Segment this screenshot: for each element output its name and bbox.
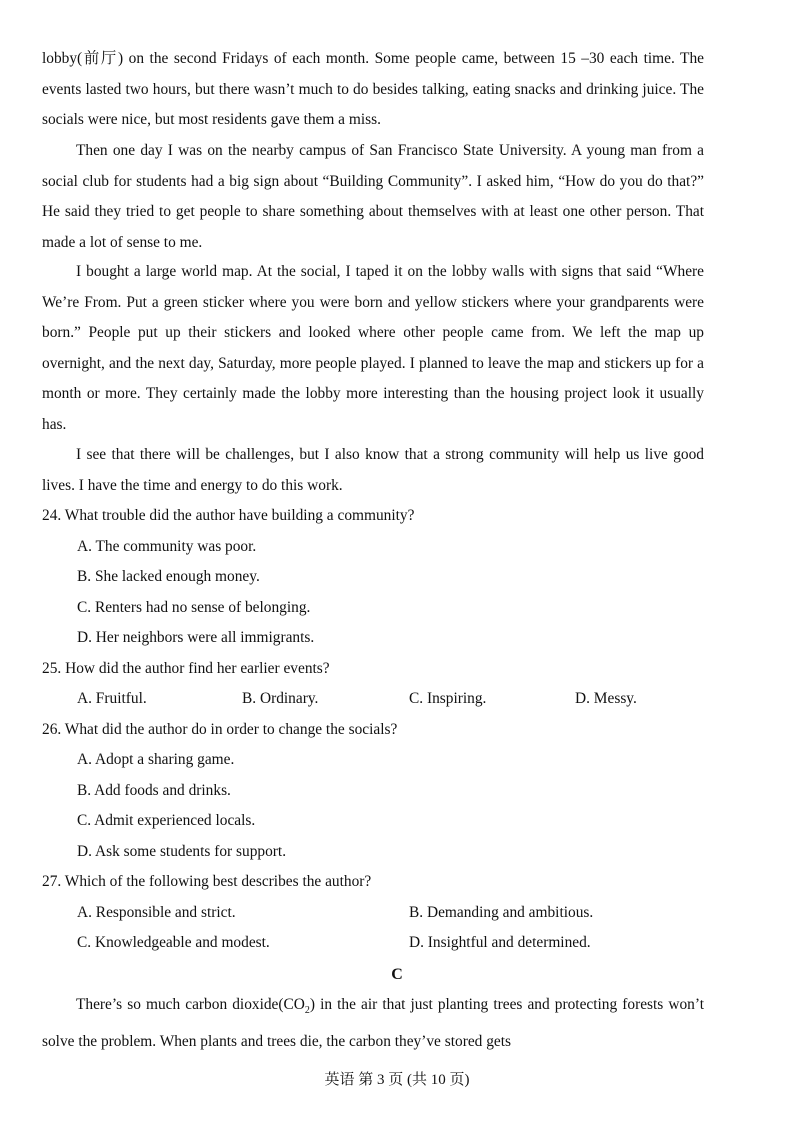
- question-24-option-b: B. She lacked enough money.: [77, 568, 260, 585]
- question-26-option-a: A. Adopt a sharing game.: [77, 751, 235, 768]
- page-footer: 英语 第 3 页 (共 10 页): [324, 1072, 470, 1088]
- question-26-stem: 26. What did the author do in order to change the socials?: [42, 721, 398, 738]
- passage-c-text-rest: ) in the air that just planting trees and protecting forests won’t solve the problem. When plants and trees die, the carbon they’ve stored gets: [42, 996, 704, 1050]
- question-27-option-b: B. Demanding and ambitious.: [409, 904, 594, 921]
- passage-b-paragraph-1: lobby(前厅) on the second Fridays of each month. Some people came, between 15 –30 each time. The events lasted two hours, but there wasn’t much to do besides talking, eating snacks and drinking juice. The socials were nice, but most residents gave them a miss.: [42, 50, 704, 128]
- question-27-option-d: D. Insightful and determined.: [409, 934, 591, 951]
- question-24-option-d: D. Her neighbors were all immigrants.: [77, 629, 315, 646]
- question-24-option-a: A. The community was poor.: [77, 538, 257, 555]
- question-26-option-d: D. Ask some students for support.: [77, 843, 287, 860]
- question-27-stem: 27. Which of the following best describes the author?: [42, 873, 372, 890]
- question-26-option-b: B. Add foods and drinks.: [77, 782, 231, 799]
- co2-subscript: 2: [304, 1005, 310, 1017]
- passage-b-paragraph-3: I bought a large world map. At the social, I taped it on the lobby walls with signs that said “Where We’re From. Put a green sticker where you were born and yellow stickers where your grandparents were born.” People put up their stickers and looked where other people came from. We left the map up overnight, and the next day, Saturday, more people played. I planned to leave the map and stickers up for a month or more. They certainly made the lobby more interesting than the housing project look it usually has.: [42, 263, 704, 433]
- question-25-option-c: C. Inspiring.: [409, 690, 487, 707]
- section-c-heading: C: [391, 966, 403, 983]
- question-25-option-b: B. Ordinary.: [242, 690, 319, 707]
- question-26-option-c: C. Admit experienced locals.: [77, 812, 256, 829]
- question-27-option-a: A. Responsible and strict.: [77, 904, 236, 921]
- question-25-option-d: D. Messy.: [575, 690, 637, 707]
- question-24-option-c: C. Renters had no sense of belonging.: [77, 599, 311, 616]
- passage-b-paragraph-2: Then one day I was on the nearby campus of San Francisco State University. A young man from a social club for students had a big sign about “Building Community”. I asked him, “How do you do that?” He said they tried to get people to share something about themselves with at least one other person. That made a lot of sense to me.: [42, 142, 704, 251]
- passage-c-text-start: There’s so much carbon dioxide(CO: [76, 996, 305, 1013]
- passage-b-paragraph-4: I see that there will be challenges, but I also know that a strong community will help us live good lives. I have the time and energy to do this work.: [42, 446, 704, 494]
- question-25-stem: 25. How did the author find her earlier events?: [42, 660, 330, 677]
- passage-c-paragraph-1: [42, 990, 704, 1057]
- question-27-option-c: C. Knowledgeable and modest.: [77, 934, 270, 951]
- question-25-option-a: A. Fruitful.: [77, 690, 147, 707]
- question-24-stem: 24. What trouble did the author have building a community?: [42, 507, 415, 524]
